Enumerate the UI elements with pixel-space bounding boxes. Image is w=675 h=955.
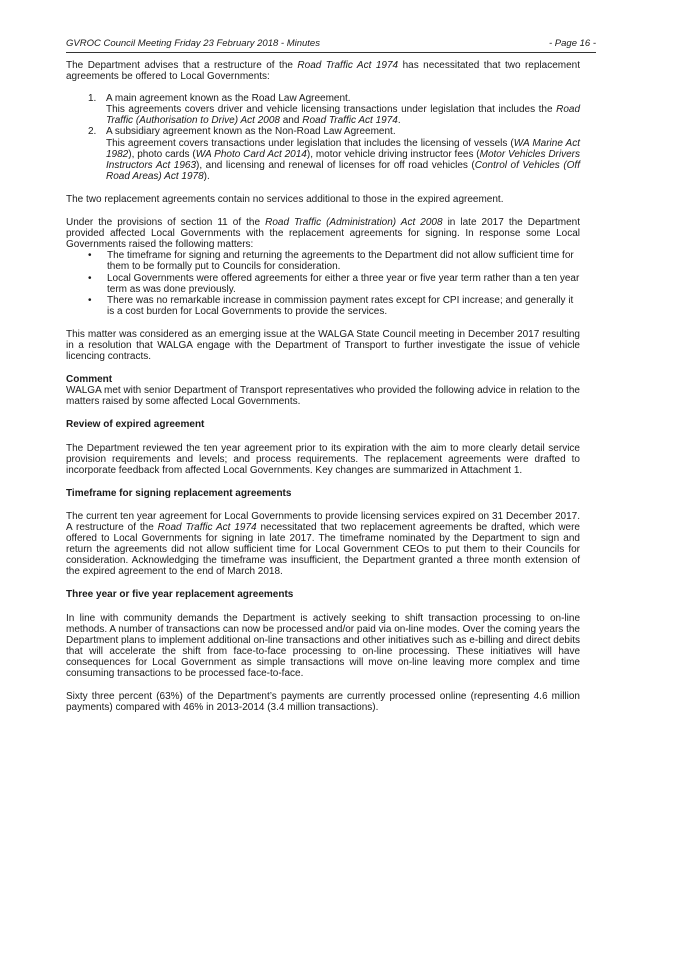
intro-paragraph: The Department advises that a restructure of the Road Traffic Act 1974 has necessitated that two replacement agreements be offered to Local Governments: [66, 60, 580, 83]
provisions-paragraph: Under the provisions of section 11 of the Road Traffic (Administration) Act 2008 in late 2017 the Department provided affected Local Governments with the replacement agreements for signing. In response some Local Governments raised the following matters: [66, 217, 581, 251]
review-paragraph: The Department reviewed the ten year agreement prior to its expiration with the aim to more clearly detail service provision requirements and levels; and process requirements. The replacement agreements were drafted to incorporate feedback from affected Local Governments. Key changes are summarized in Attachment 1. [66, 442, 580, 476]
comment-heading: Comment [66, 374, 113, 386]
term-paragraph: In line with community demands the Department is actively seeking to shift transaction processing to on-line methods. A number of transactions can now be processed and/or paid via on-line modes. Over the coming years the Department plans to implement additional on-line transactions and other initiatives such as e-billing and direct debits that will accelerate the shift from face-to-face processing to on-line processing. These initiatives will have consequences for Local Government as simple transactions will move on-line leaving more complex and time consuming transactions to be processed face-to-face. [66, 612, 580, 680]
document-body [66, 60, 580, 713]
payments-paragraph: Sixty three percent (63%) of the Department’s payments are currently processed online (representing 4.6 million payments) compared with 46% in 2013-2014 (3.4 million transactions). [66, 691, 580, 714]
page-number: - Page 16 - [549, 38, 596, 49]
header-title: GVROC Council Meeting Friday 23 February 2018 - Minutes [66, 38, 320, 49]
emerging-issue-paragraph: This matter was considered as an emerging issue at the WALGA State Council meeting in December 2017 resulting in a resolution that WALGA engage with the Department of Transport to further investigate the issue of vehicle licencing contracts. [66, 328, 580, 363]
list-item: • The timeframe for signing and returning the agreements to the Department did not allow sufficient time for them to be formally put to Councils for consideration. [88, 250, 574, 273]
timeframe-paragraph: The current ten year agreement for Local Governments to provide licensing services expired on 31 December 2017. A restructure of the Road Traffic Act 1974 necessitated that two replacement agreements be drafted, which were offered to Local Governments for signing in late 2017. The timeframe nominated by the Department to sign and return the agreements did not allow sufficient time for Local Government CEOs to put them to their Councils for consideration. Acknowledging the timeframe was insufficient, the Department granted a three month extension of the expired agreement to the end of March 2018. [66, 510, 580, 578]
list-item: 1. A main agreement known as the Road Law Agreement. This agreements covers driver and vehicle licensing transactions under legislation that includes the Road Traffic (Authorisation to Drive) Act 2008 and Road Traffic Act 1974. [88, 93, 580, 127]
term-heading: Three year or five year replacement agreements [66, 589, 294, 601]
list-item: 2. A subsidiary agreement known as the Non-Road Law Agreement. This agreement covers transactions under legislation that includes the licensing of vessels (WA Marine Act 1982), photo cards (WA Photo Card Act 2014), motor vehicle driving instructor fees (Motor Vehicles Drivers Instructors Act 1963), and licensing and renewal of licenses for off road vehicles (Control of Vehicles (Off Road Areas) Act 1978). [88, 126, 581, 182]
agreements-list [66, 93, 580, 182]
list-item: • There was no remarkable increase in commission payment rates except for CPI increase; and generally it is a cost burden for Local Governments to provide the services. [88, 294, 574, 317]
list-item: • Local Governments were offered agreements for either a three year or five year term rather than a ten year term as was done previously. [88, 272, 580, 295]
comment-paragraph: WALGA met with senior Department of Transport representatives who provided the following advice in relation to the matters raised by some affected Local Governments. [66, 385, 580, 408]
no-services-paragraph: The two replacement agreements contain no services additional to those in the expired agreement. [66, 193, 504, 205]
matters-list [66, 250, 580, 317]
review-heading: Review of expired agreement [66, 419, 205, 431]
page-header [66, 38, 596, 53]
timeframe-heading: Timeframe for signing replacement agreements [66, 487, 292, 499]
